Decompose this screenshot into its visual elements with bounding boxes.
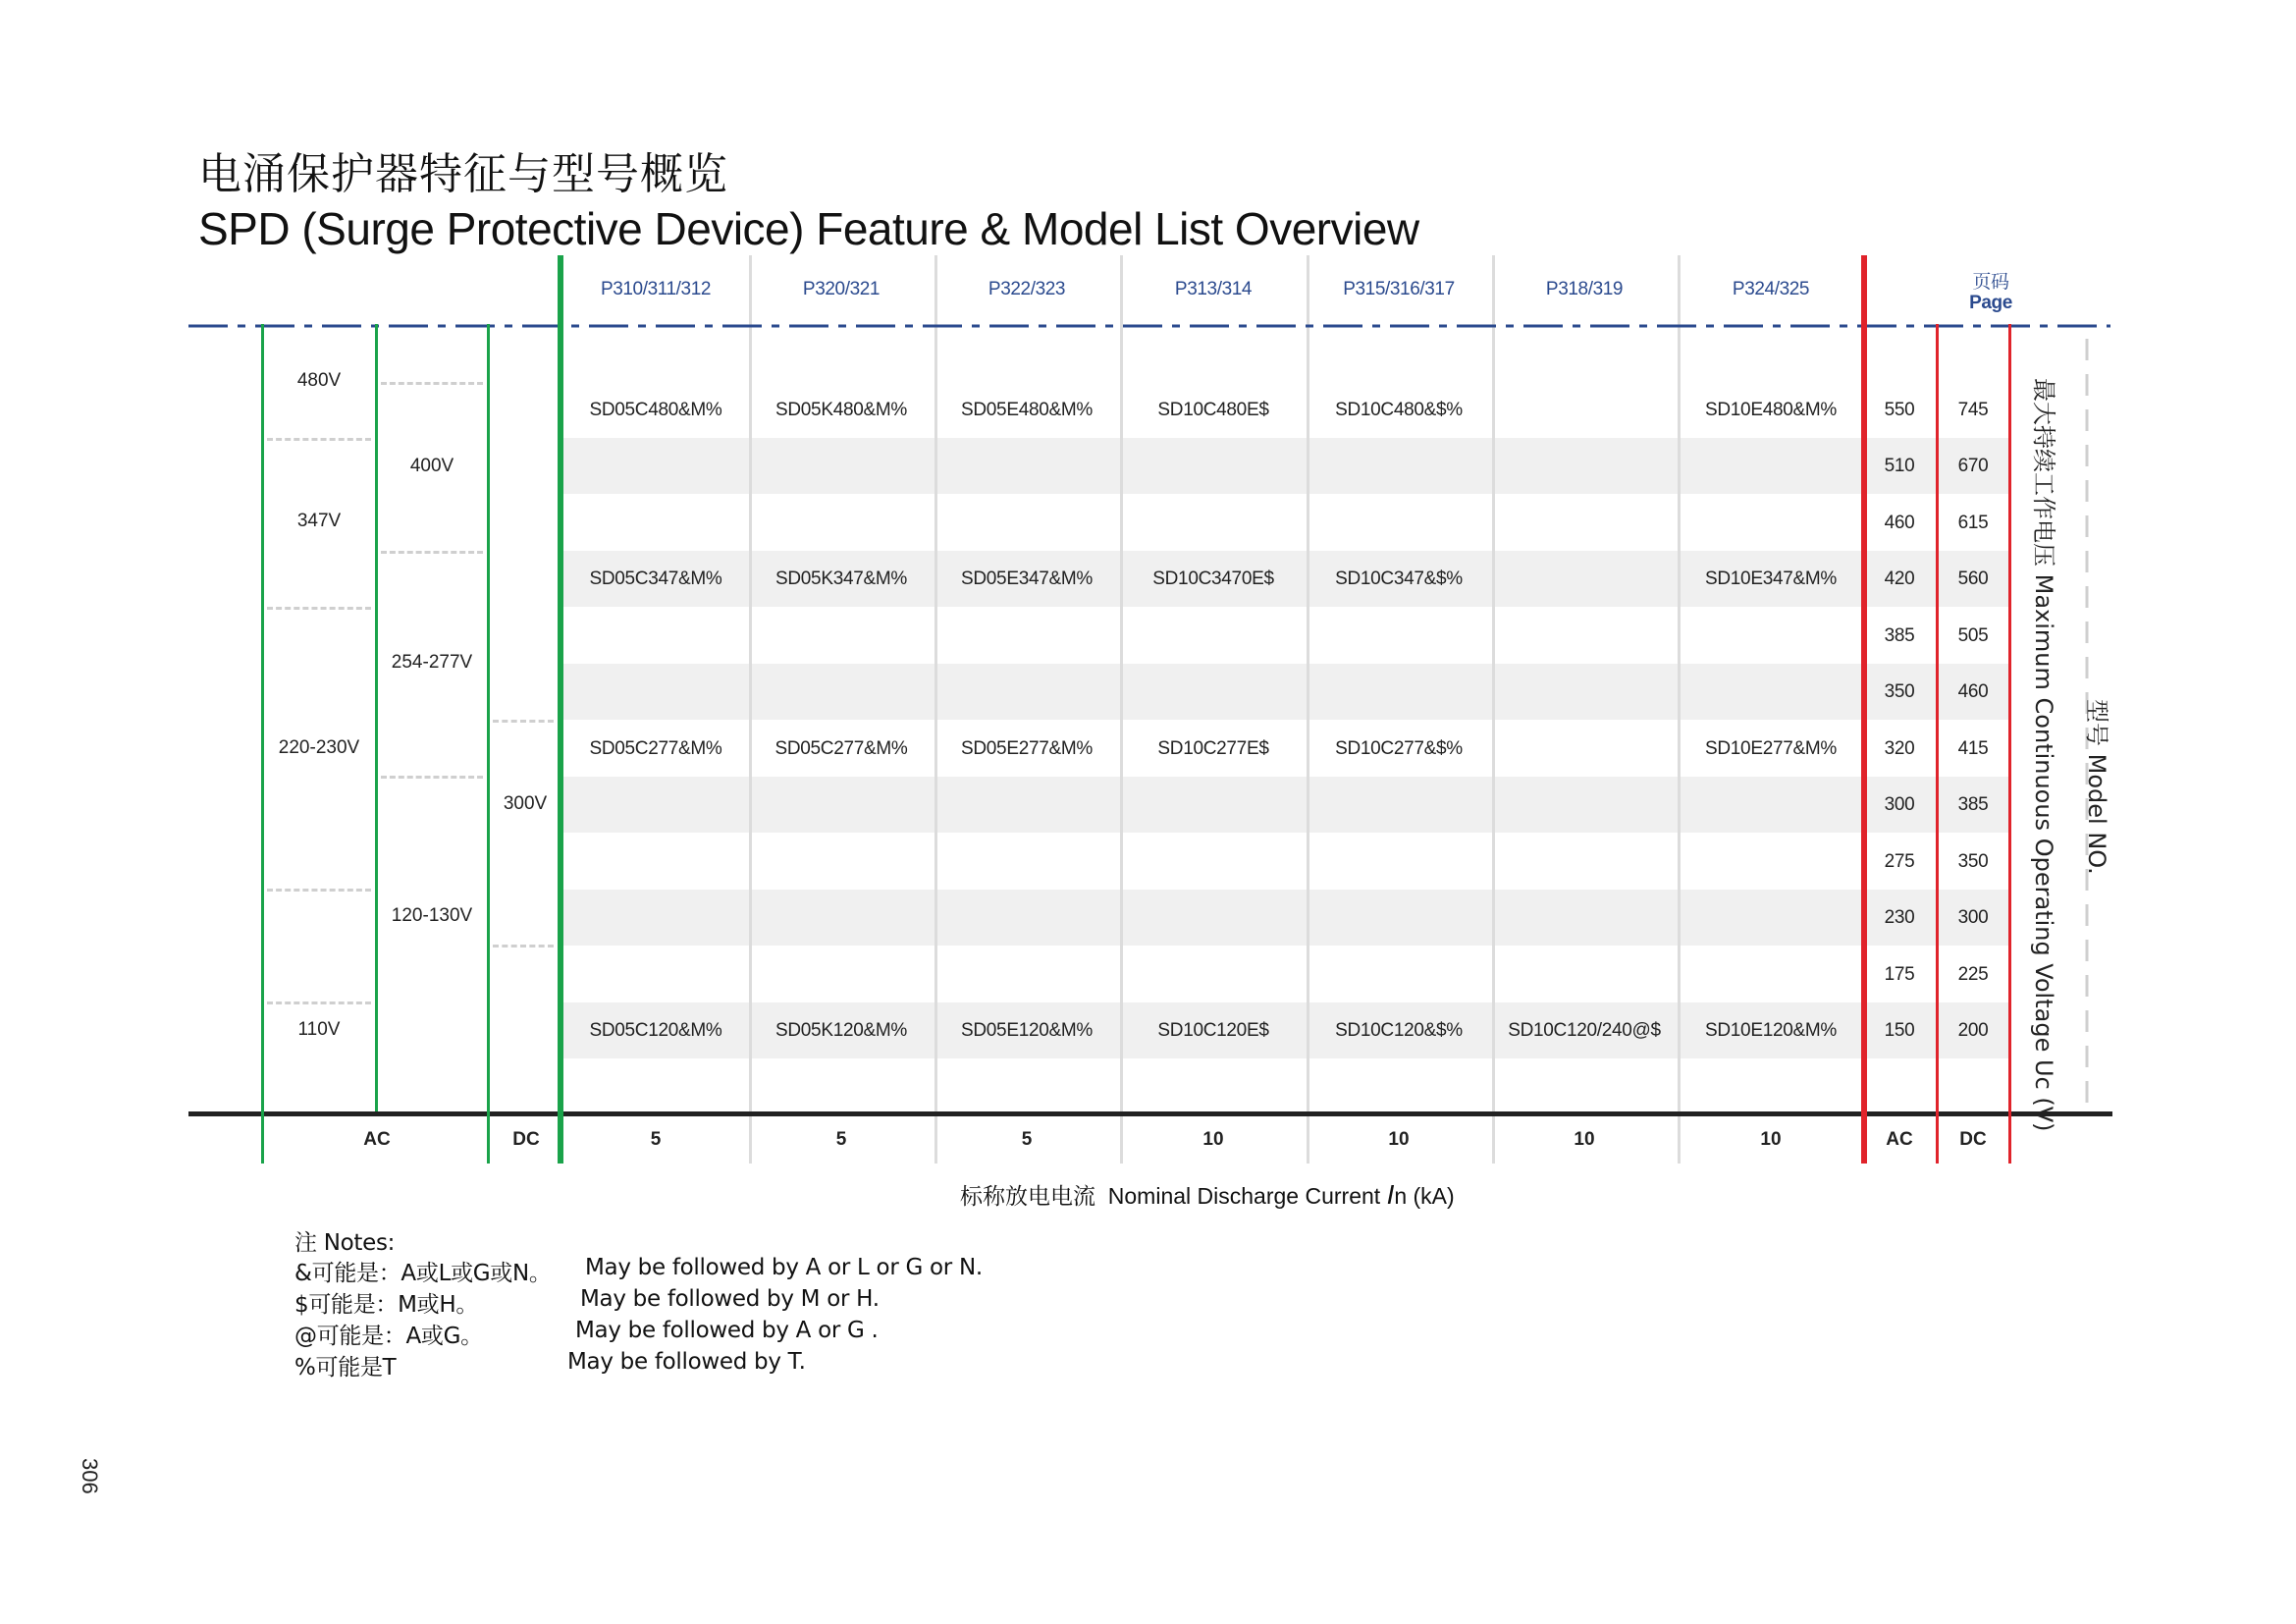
voltage-separator: [267, 438, 371, 441]
axis-label-unit: n (kA): [1394, 1183, 1455, 1209]
page-title-cn: 电涌保护器特征与型号概览: [198, 149, 728, 199]
page-ac-cell: 230: [1884, 907, 1915, 929]
note-en: May be followed by A or L or G or N.: [585, 1255, 983, 1280]
note-en: May be followed by A or G .: [575, 1318, 879, 1343]
page-title-en: SPD (Surge Protective Device) Feature & Model List Overview: [198, 203, 1419, 254]
ac-voltage-label: 220-230V: [278, 737, 360, 758]
page-ac-cell: 320: [1884, 737, 1915, 759]
note-cn: %可能是T: [294, 1355, 397, 1380]
page-dc-cell: 745: [1957, 399, 1989, 420]
ac-voltage-label: 120-130V: [391, 905, 473, 926]
model-cell: SD05E480&M%: [961, 399, 1093, 420]
column-header: P313/314: [1174, 279, 1253, 299]
voltage-separator: [493, 720, 554, 723]
model-cell: SD10C480&$%: [1335, 399, 1463, 420]
model-cell: SD05E277&M%: [961, 737, 1093, 759]
model-cell: SD05K347&M%: [775, 568, 907, 590]
model-cell: SD10C120&$%: [1335, 1020, 1463, 1042]
voltage-separator: [267, 1001, 371, 1004]
page-header-cn: 页码: [1972, 271, 2009, 293]
axis-label: [960, 1178, 1455, 1211]
green-divider: [375, 324, 378, 1111]
model-cell: SD10C3470E$: [1152, 568, 1274, 590]
dc-label: DC: [512, 1129, 540, 1150]
column-header: P310/311/312: [600, 279, 712, 299]
model-cell: SD10C277E$: [1157, 737, 1269, 759]
green-divider-main: [558, 255, 563, 1164]
model-cell: SD05K120&M%: [775, 1020, 907, 1042]
axis-label-cn: 标称放电电流: [960, 1184, 1095, 1210]
ac-label: AC: [363, 1129, 391, 1150]
page-ac-cell: 550: [1884, 399, 1915, 420]
model-cell: SD05C277&M%: [589, 737, 722, 759]
voltage-separator: [381, 551, 483, 554]
axis-label-symbol: I: [1386, 1179, 1395, 1210]
page-ac-cell: 300: [1884, 794, 1915, 816]
model-cell: SD10C277&$%: [1335, 737, 1463, 759]
page-dc-cell: 615: [1957, 512, 1989, 533]
page-ac-cell: 350: [1884, 681, 1915, 703]
notes-heading: 注 Notes:: [294, 1230, 396, 1256]
page-ac-cell: 420: [1884, 568, 1915, 590]
page-dc-cell: 300: [1957, 907, 1989, 929]
page-dc-label: DC: [1959, 1129, 1987, 1150]
axis-label-en: Nominal Discharge Current: [1107, 1183, 1381, 1209]
column-header: P320/321: [802, 279, 881, 299]
model-cell: SD05E120&M%: [961, 1020, 1093, 1042]
page-dc-cell: 505: [1957, 624, 1989, 646]
current-value: 5: [835, 1129, 847, 1150]
model-cell: SD10E347&M%: [1705, 568, 1837, 590]
column-header: P318/319: [1545, 279, 1624, 299]
model-cell: SD10C480E$: [1157, 399, 1269, 420]
current-value: 5: [650, 1129, 662, 1150]
page-ac-cell: 175: [1884, 963, 1915, 985]
page-ac-cell: 510: [1884, 456, 1915, 477]
model-cell: SD05E347&M%: [961, 568, 1093, 590]
page-dc-cell: 350: [1957, 850, 1989, 872]
page-number: 306: [78, 1458, 102, 1494]
ac-voltage-label: 347V: [296, 511, 342, 531]
dc-voltage-label: 300V: [503, 793, 548, 814]
table-baseline: [188, 1111, 2112, 1116]
current-value: 5: [1021, 1129, 1033, 1150]
model-cell: SD10E120&M%: [1705, 1020, 1837, 1042]
red-divider-main: [1861, 255, 1867, 1164]
voltage-separator: [267, 889, 371, 892]
model-cell: SD05C480&M%: [589, 399, 722, 420]
voltage-separator: [381, 776, 483, 779]
page-dc-cell: 225: [1957, 963, 1989, 985]
model-cell: SD10E277&M%: [1705, 737, 1837, 759]
voltage-separator: [493, 945, 554, 947]
model-cell: SD10C120/240@$: [1508, 1020, 1661, 1042]
page-dc-cell: 670: [1957, 456, 1989, 477]
page-ac-cell: 275: [1884, 850, 1915, 872]
note-cn: @可能是：A或G。: [294, 1324, 483, 1349]
note-cn: &可能是：A或L或G或N。: [294, 1261, 552, 1286]
page-ac-cell: 460: [1884, 512, 1915, 533]
green-divider: [487, 324, 490, 1164]
note-cn: $可能是：M或H。: [294, 1292, 479, 1318]
page-dc-cell: 460: [1957, 681, 1989, 703]
current-value: 10: [1202, 1129, 1224, 1150]
current-value: 10: [1760, 1129, 1782, 1150]
model-cell: SD05C347&M%: [589, 568, 722, 590]
page-ac-cell: 385: [1884, 624, 1915, 646]
column-header: P324/325: [1732, 279, 1810, 299]
red-divider: [1936, 324, 1939, 1164]
page-dc-cell: 560: [1957, 568, 1989, 590]
current-value: 10: [1388, 1129, 1410, 1150]
page-header-en: Page: [1969, 293, 2012, 313]
current-value: 10: [1574, 1129, 1595, 1150]
note-en: May be followed by M or H.: [580, 1286, 880, 1312]
column-header: P322/323: [988, 279, 1066, 299]
ac-voltage-label: 110V: [297, 1019, 341, 1040]
voltage-separator: [267, 607, 371, 610]
max-voltage-label: 最大持续工作电压 Maximum Continuous Operating Voltage Uc (V): [2030, 378, 2057, 1132]
page-dc-cell: 415: [1957, 737, 1989, 759]
model-no-label: 型号 Model NO.: [2083, 699, 2110, 875]
model-cell: SD05C120&M%: [589, 1020, 722, 1042]
column-header: P315/316/317: [1343, 279, 1455, 299]
ac-voltage-label: 254-277V: [391, 652, 473, 673]
voltage-separator: [381, 382, 483, 385]
model-cell: SD10E480&M%: [1705, 399, 1837, 420]
model-cell: SD10C120E$: [1157, 1020, 1269, 1042]
model-cell: SD05C277&M%: [774, 737, 908, 759]
note-en: May be followed by T.: [567, 1349, 806, 1375]
green-divider: [261, 324, 264, 1164]
red-divider: [2008, 324, 2011, 1164]
page-ac-cell: 150: [1884, 1020, 1915, 1042]
model-cell: SD10C347&$%: [1335, 568, 1463, 590]
model-cell: SD05K480&M%: [775, 399, 907, 420]
page-dc-cell: 385: [1957, 794, 1989, 816]
ac-voltage-label: 480V: [296, 370, 342, 391]
page-dc-cell: 200: [1957, 1020, 1989, 1042]
ac-voltage-label: 400V: [409, 456, 454, 476]
page-ac-label: AC: [1886, 1129, 1913, 1150]
